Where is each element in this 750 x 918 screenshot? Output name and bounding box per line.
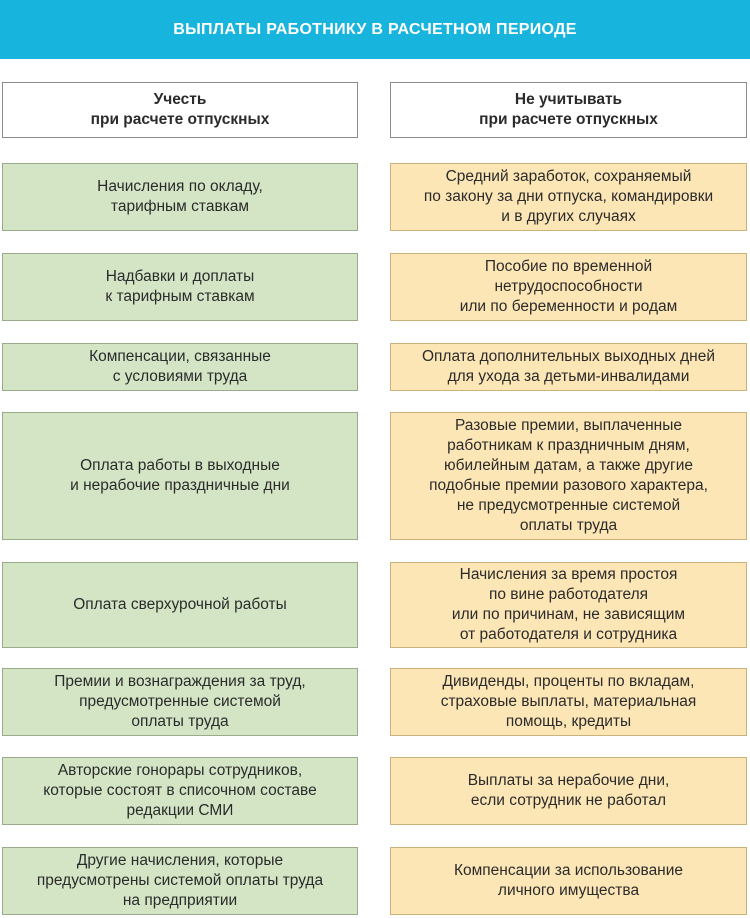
exclude-item-8: Компенсации за использование личного имущества — [390, 847, 747, 915]
include-item-6: Премии и вознаграждения за труд, предусмотренные системой оплаты труда — [2, 668, 358, 736]
include-item-4: Оплата работы в выходные и нерабочие праздничные дни — [2, 412, 358, 540]
exclude-item-1: Средний заработок, сохраняемый по закону за дни отпуска, командировки и в других случаях — [390, 163, 747, 231]
exclude-item-7: Выплаты за нерабочие дни, если сотрудник не работал — [390, 757, 747, 825]
include-item-1: Начисления по окладу, тарифным ставкам — [2, 163, 358, 231]
title-banner — [0, 0, 750, 59]
exclude-item-6: Дивиденды, проценты по вкладам, страховые выплаты, материальная помощь, кредиты — [390, 668, 747, 736]
exclude-item-4: Разовые премии, выплаченные работникам к праздничным дням, юбилейным датам, а также другие подобные премии разового характера, не предусмотренные системой оплаты труда — [390, 412, 747, 540]
include-item-5: Оплата сверхурочной работы — [2, 562, 358, 648]
include-item-7: Авторские гонорары сотрудников, которые состоят в списочном составе редакции СМИ — [2, 757, 358, 825]
header-include: Учесть при расчете отпускных — [2, 82, 358, 138]
include-item-2: Надбавки и доплаты к тарифным ставкам — [2, 253, 358, 321]
include-item-8: Другие начисления, которые предусмотрены системой оплаты труда на предприятии — [2, 847, 358, 915]
exclude-item-5: Начисления за время простоя по вине работодателя или по причинам, не зависящим от работодателя и сотрудника — [390, 562, 747, 648]
include-item-3: Компенсации, связанные с условиями труда — [2, 343, 358, 391]
header-exclude: Не учитывать при расчете отпускных — [390, 82, 747, 138]
page-title: ВЫПЛАТЫ РАБОТНИКУ В РАСЧЕТНОМ ПЕРИОДЕ — [173, 20, 577, 38]
exclude-item-2: Пособие по временной нетрудоспособности или по беременности и родам — [390, 253, 747, 321]
exclude-item-3: Оплата дополнительных выходных дней для ухода за детьми-инвалидами — [390, 343, 747, 391]
